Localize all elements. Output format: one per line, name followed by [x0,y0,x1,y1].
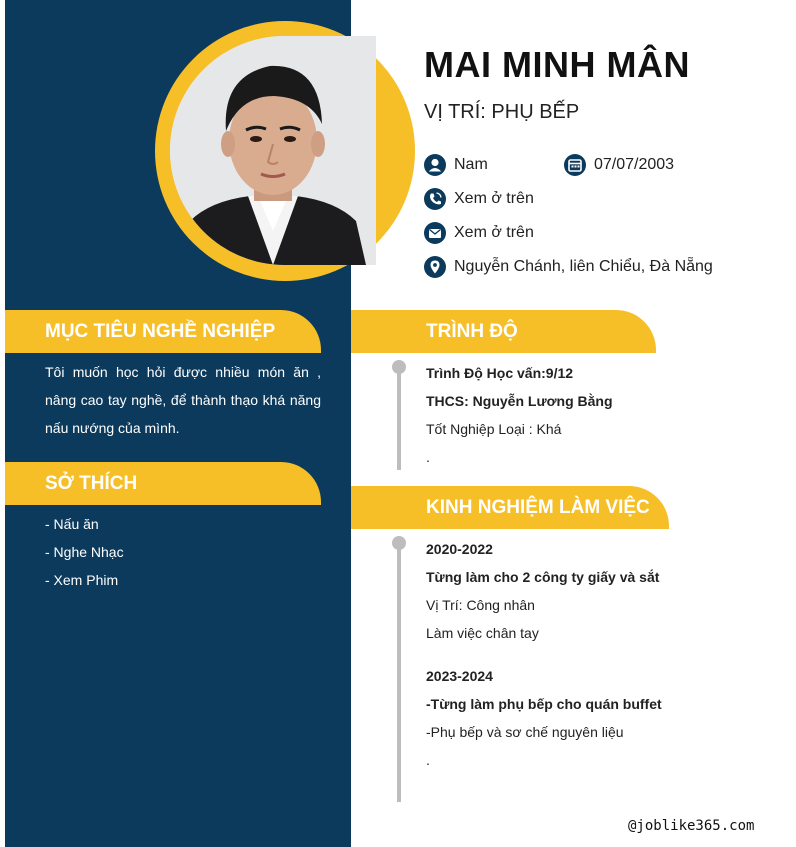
hobbies-title: SỞ THÍCH [45,473,138,494]
experience-title: KINH NGHIỆM LÀM VIỆC [426,497,650,518]
position-title: VỊ TRÍ: PHỤ BẾP [424,101,580,123]
watermark: @joblike365.com [628,818,755,834]
job-title: -Từng làm phụ bếp cho quán buffet [426,696,662,712]
phone-value: Xem ở trên [454,190,534,207]
education-level: Trình Độ Học vấn:9/12 [426,365,574,381]
hobby-item: - Nấu ăn [45,516,99,532]
candidate-name: MAI MINH MÂN [424,44,690,85]
location-pin-icon [424,256,446,278]
education-timeline [397,366,401,470]
experience-timeline [397,542,401,802]
education-school: THCS: Nguyễn Lương Bằng [426,393,613,409]
education-header [351,310,656,353]
experience-header [351,486,669,529]
education-extra: . [426,449,430,465]
job-period: 2020-2022 [426,541,493,557]
hobbies-list [45,510,321,594]
gender-value: Nam [454,156,488,173]
hobbies-header [5,462,321,505]
address-value: Nguyễn Chánh, liên Chiểu, Đà Nẵng [454,258,713,275]
user-icon [424,154,446,176]
gender-row [424,154,488,176]
experience-timeline-dot [392,536,406,550]
job-detail: Vị Trí: Công nhân [426,597,535,613]
calendar-icon [564,154,586,176]
education-timeline-dot [392,360,406,374]
phone-row [424,188,534,210]
hobby-item: - Xem Phim [45,572,119,588]
email-value: Xem ở trên [454,224,534,241]
education-grade: Tốt Nghiệp Loại : Khá [426,421,562,437]
job-period: 2023-2024 [426,668,493,684]
phone-icon [424,188,446,210]
objective-header [5,310,321,353]
hobby-item: - Nghe Nhạc [45,544,124,560]
birthdate-row [564,154,674,176]
objective-text: Tôi muốn học hỏi được nhiều món ăn , nâng cao tay nghề, để thành thạo khá năng nấu nướng của mình. [45,364,321,436]
profile-photo [170,36,376,265]
address-row [424,256,713,278]
mail-icon [424,222,446,244]
email-row [424,222,534,244]
job-detail: . [426,752,430,768]
education-title: TRÌNH ĐỘ [426,321,518,342]
job-detail: Làm việc chân tay [426,625,539,641]
job-detail: -Phụ bếp và sơ chế nguyên liệu [426,724,624,740]
objective-title: MỤC TIÊU NGHỀ NGHIỆP [45,321,276,342]
birthdate-value: 07/07/2003 [594,156,675,173]
job-title: Từng làm cho 2 công ty giấy và sắt [426,569,660,585]
